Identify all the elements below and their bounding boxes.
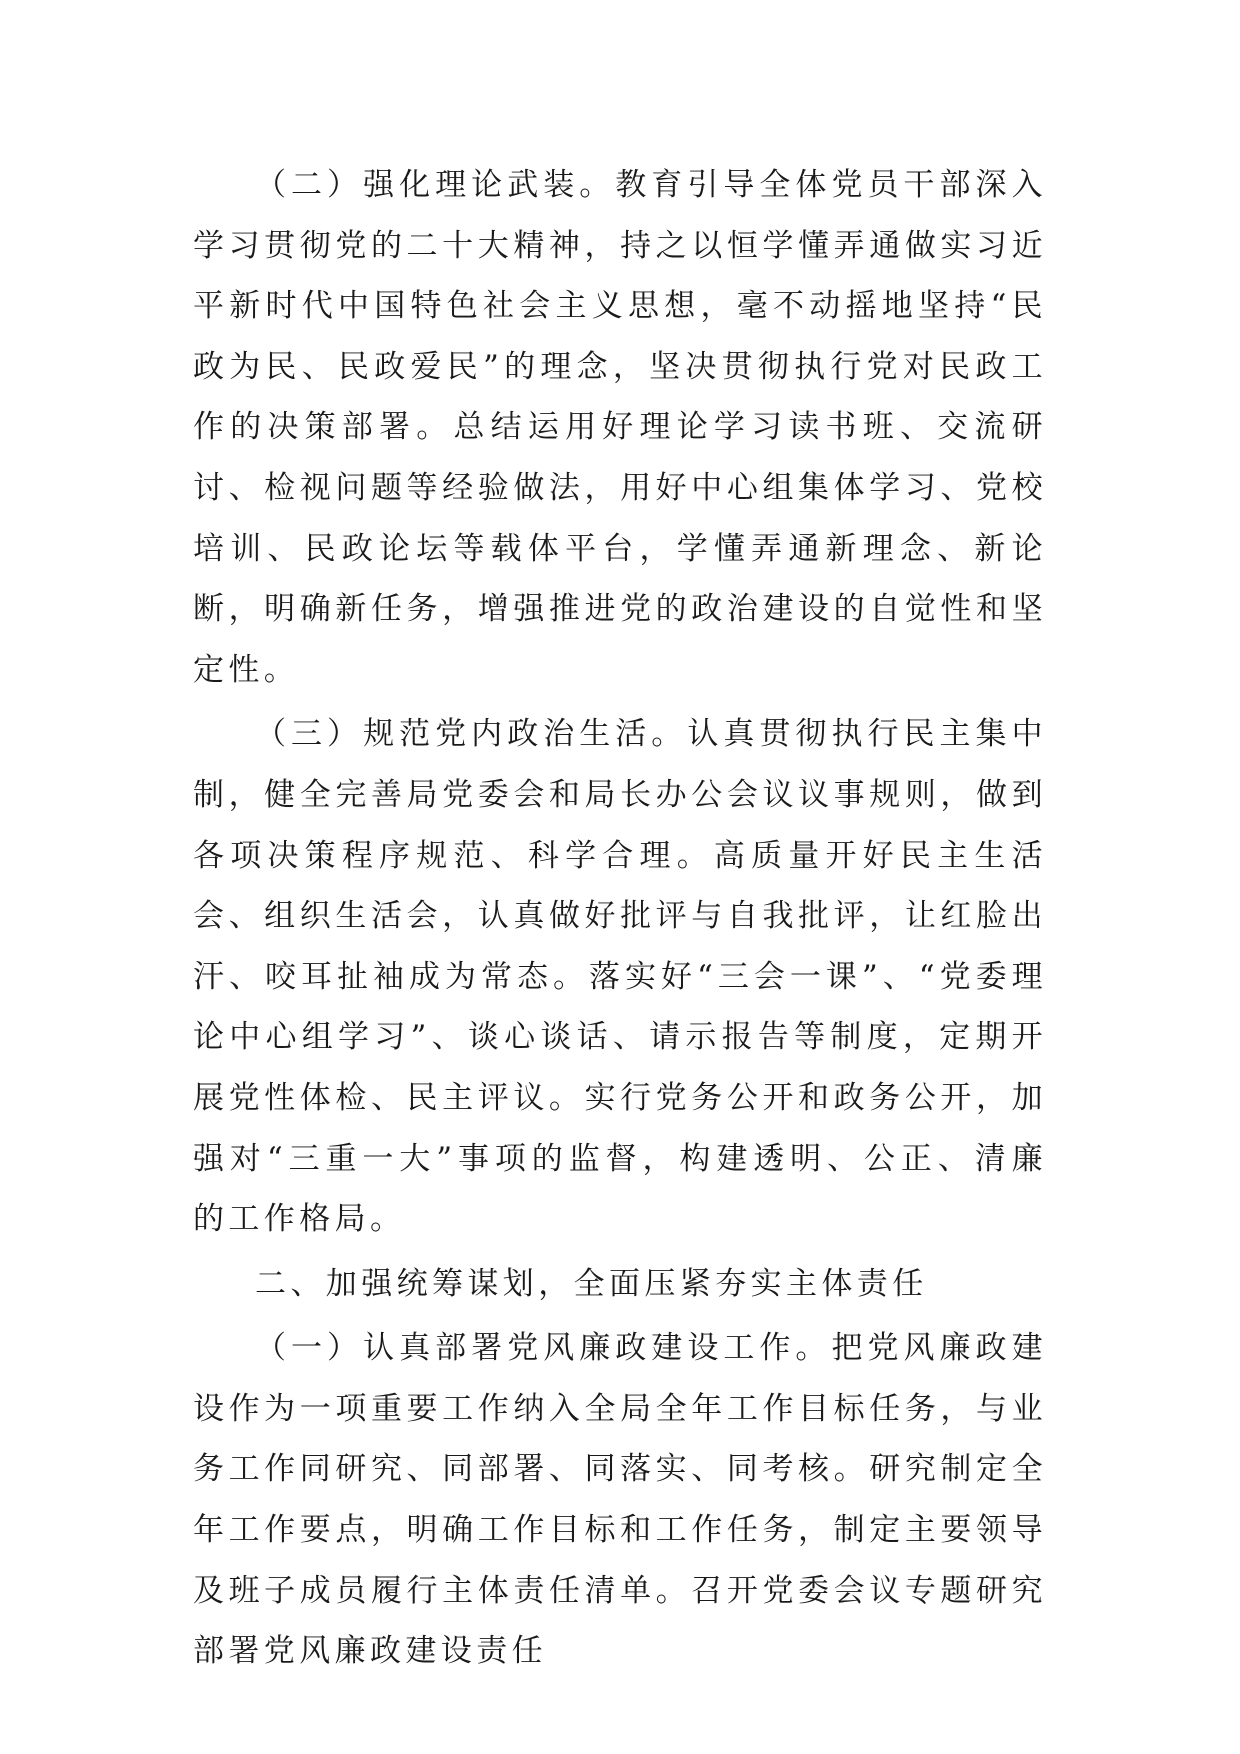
paragraph-theory-arming: （二）强化理论武装。教育引导全体党员干部深入学习贯彻党的二十大精神，持之以恒学懂弄通做实习近平新时代中国特色社会主义思想，毫不动摇地坚持“民政为民、民政爱民”的理念，坚决贯彻执行党对民政工作的决策部署。总结运用好理论学习读书班、交流研讨、检视问题等经验做法，用好中心组集体学习、党校培训、民政论坛等载体平台，学懂弄通新理念、新论断，明确新任务，增强推进党的政治建设的自觉性和坚定性。 <box>193 167 1047 688</box>
paragraph-deploy-work: （一）认真部署党风廉政建设工作。把党风廉政建设作为一项重要工作纳入全局全年工作目标任务，与业务工作同研究、同部署、同落实、同考核。研究制定全年工作要点，明确工作目标和工作任务，制定主要领导及班子成员履行主体责任清单。召开党委会议专题研究部署党风廉政建设责任 <box>193 1330 1047 1670</box>
section-heading: 二、加强统筹谋划，全面压紧夯实主体责任 <box>255 1265 928 1302</box>
paragraph-political-life: （三）规范党内政治生活。认真贯彻执行民主集中制，健全完善局党委会和局长办公会议议事规则，做到各项决策程序规范、科学合理。高质量开好民主生活会、组织生活会，认真做好批评与自我批评，让红脸出汗、咬耳扯袖成为常态。落实好“三会一课”、“党委理论中心组学习”、谈心谈话、请示报告等制度，定期开展党性体检、民主评议。实行党务公开和政务公开，加强对“三重一大”事项的监督，构建透明、公正、清廉的工作格局。 <box>193 716 1047 1238</box>
document-body <box>193 155 1047 1682</box>
